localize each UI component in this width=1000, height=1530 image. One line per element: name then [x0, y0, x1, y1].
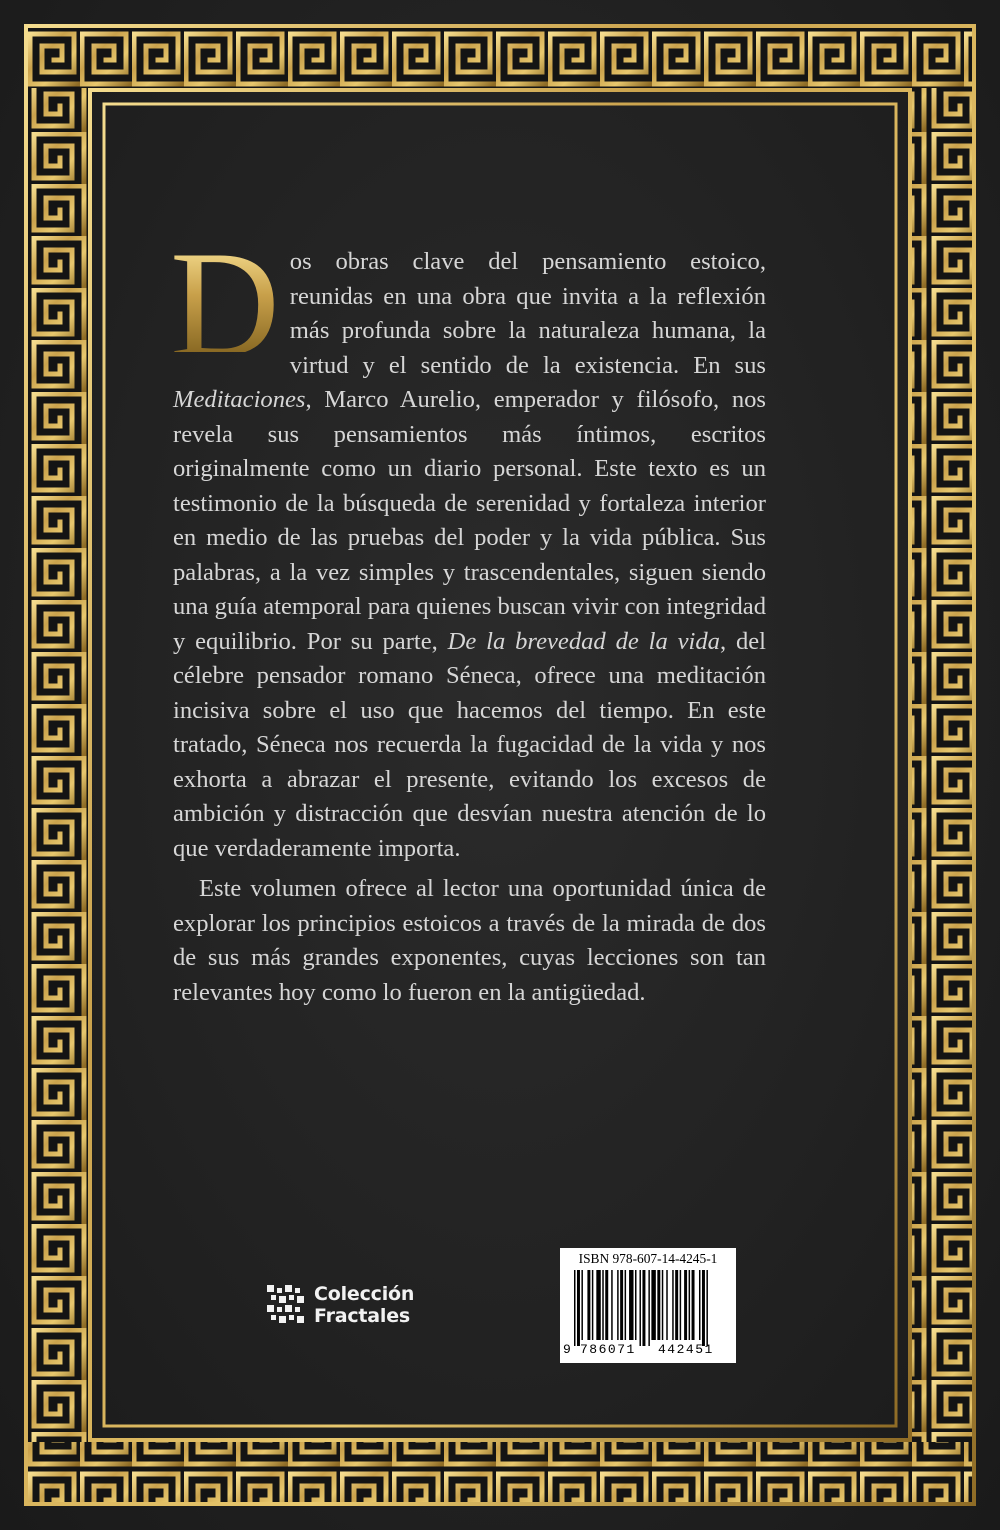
isbn-barcode-box: [560, 1248, 736, 1363]
drop-cap: D: [170, 220, 280, 388]
blurb-paragraph-2: Este volumen ofrece al lector una oportunidad única de explorar los principios estoicos a través de la mirada de dos de sus más grandes exponentes, cuyas lecciones son tan relevantes hoy como lo fueron en la antigüedad.: [173, 875, 766, 1006]
blurb-text-b: , Marco Aurelio, emperador y filósofo, nos revela sus pensamientos más íntimos, escritos originalmente como un diario personal. Este texto es un testimonio de la búsqueda de serenidad y fortaleza interior en medio de las pruebas del poder y la vida pública. Sus palabras, a la vez simples y trascendentales, siguen siendo una guía atemporal para quienes buscan vivir con integridad y equilibrio. Por su parte,: [173, 386, 766, 655]
barcode-bar: [581, 1270, 582, 1340]
border-right-band: [912, 88, 972, 1442]
title-brevedad: De la brevedad de la vida: [447, 627, 720, 655]
barcode-bar: [625, 1270, 626, 1340]
border-bottom-band: [28, 1442, 972, 1502]
barcode-bar: [651, 1270, 655, 1340]
back-cover-blurb: [170, 220, 767, 1010]
barcode-bar: [702, 1270, 705, 1346]
blurb-paragraph-1: [170, 220, 767, 866]
blurb-text-c: , del célebre pensador romano Séneca, ofrece una meditación incisiva sobre el uso que hacemos del tiempo. En este tratado, Séneca nos recuerda la fugacidad de la vida y nos exhorta a abrazar el presente, evitando los excesos de ambición y distracción que desvían nuestra atención de lo que verdaderamente importa.: [173, 627, 767, 862]
blurb-text-a: os obras clave del pensamiento estoico, reunidas en una obra que invita a la reflexión más profunda sobre la naturaleza humana, la virtud y el sentido de la existencia. En sus: [289, 248, 766, 379]
publisher-logo: [266, 1283, 414, 1327]
barcode-bar: [684, 1270, 687, 1340]
barcode-bar: [648, 1270, 649, 1346]
border-top-band: [28, 28, 972, 88]
barcode-bar: [635, 1270, 636, 1340]
barcode-digit-first: 9: [563, 1342, 571, 1357]
isbn-label: ISBN 978-607-14-4245-1: [578, 1251, 718, 1266]
barcode-bar: [602, 1270, 603, 1340]
barcode-bar: [672, 1270, 673, 1340]
barcode-bar: [642, 1270, 645, 1346]
publisher-name: [314, 1283, 414, 1327]
barcode-bar: [662, 1270, 663, 1340]
barcode-bar: [639, 1270, 640, 1346]
barcode-bar: [617, 1270, 618, 1340]
barcode-bar: [587, 1270, 590, 1340]
publisher-line-1: Colección: [314, 1283, 415, 1305]
border-left-band: [28, 88, 88, 1442]
barcode-bar: [629, 1270, 633, 1340]
barcode-bar: [692, 1270, 695, 1340]
fractal-logo-icon: [266, 1283, 306, 1327]
barcode-bar: [611, 1270, 612, 1340]
barcode-digits-right: 442451: [658, 1342, 714, 1357]
barcode-bar: [605, 1270, 608, 1340]
barcode-bar: [657, 1270, 660, 1340]
barcode-digits: [560, 1342, 736, 1360]
title-meditaciones: Meditaciones: [173, 386, 306, 413]
barcode-bar: [620, 1270, 623, 1340]
barcode-bar: [706, 1270, 707, 1346]
barcode-bar: [592, 1270, 593, 1340]
barcode-bar: [699, 1270, 700, 1340]
publisher-line-2: Fractales: [314, 1305, 411, 1327]
barcode-bar: [596, 1270, 600, 1340]
barcode-bar: [666, 1270, 667, 1340]
barcode-bar: [680, 1270, 681, 1340]
barcode-bar: [675, 1270, 678, 1340]
barcode-bar: [577, 1270, 580, 1346]
barcode-digits-left: 786071: [580, 1342, 636, 1357]
barcode-bar: [689, 1270, 690, 1340]
barcode-bar: [574, 1270, 575, 1346]
